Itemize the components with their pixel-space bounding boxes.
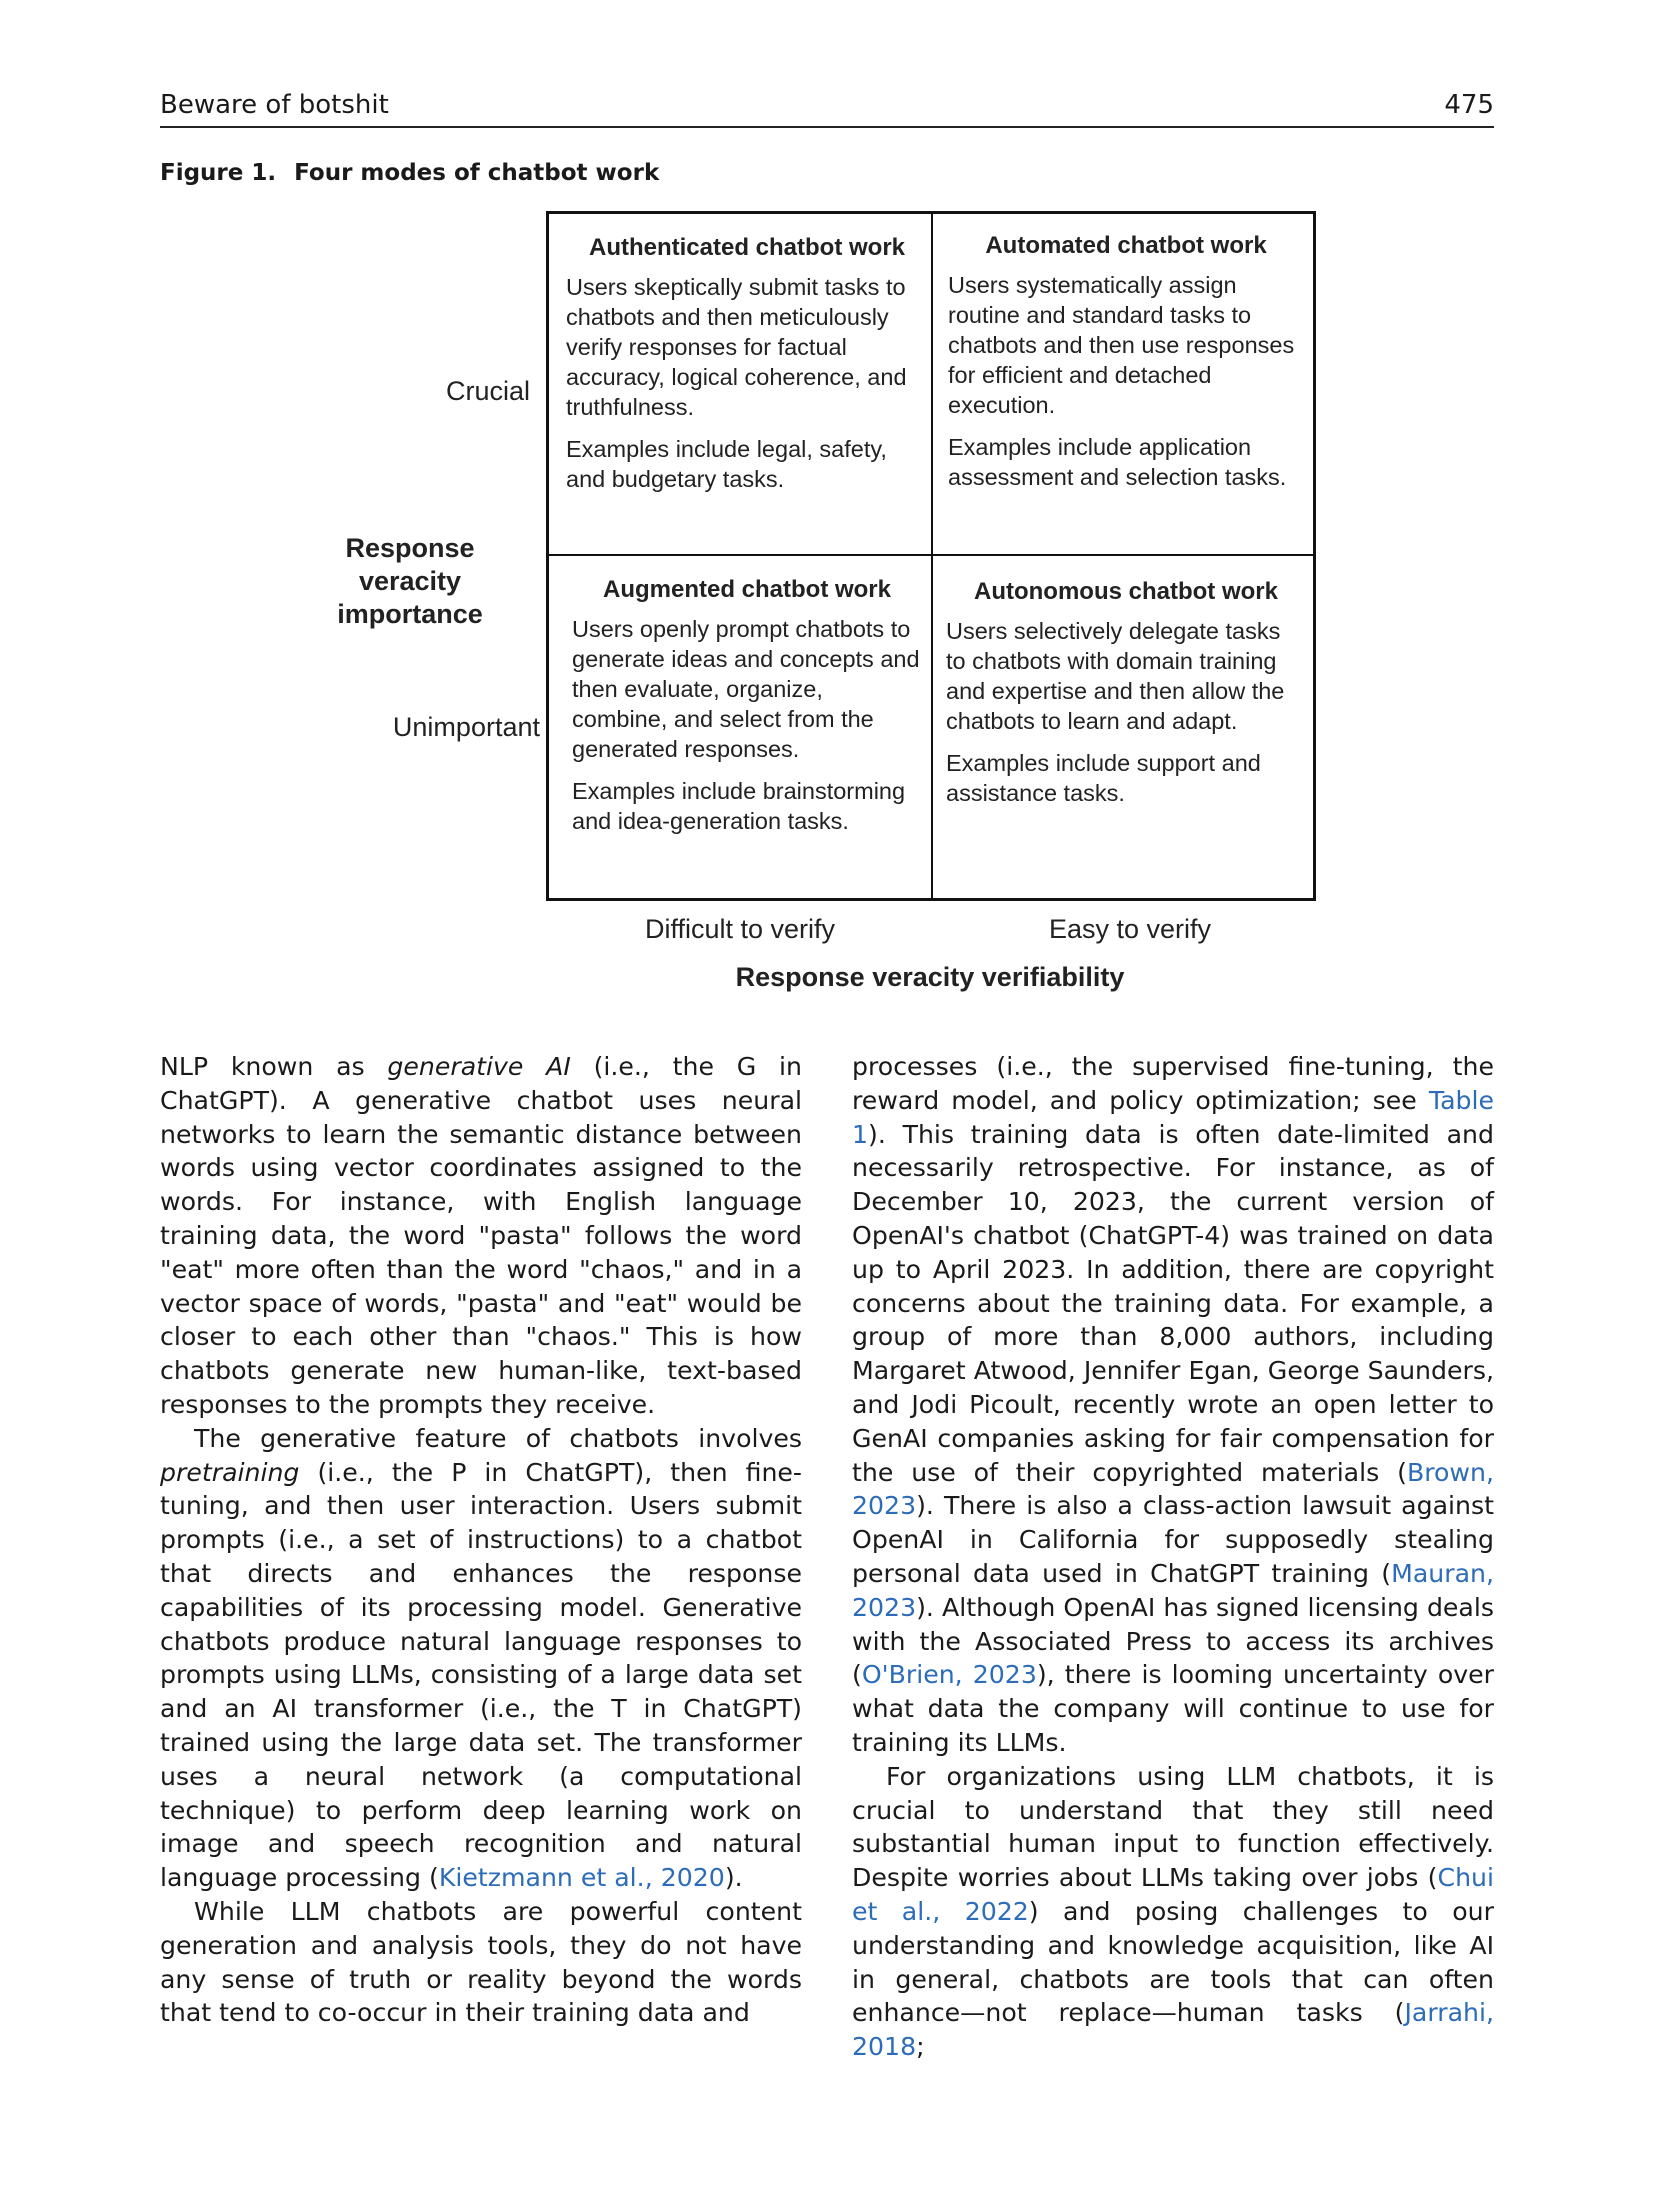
quadrant-title: Autonomous chatbot work [974,578,1278,605]
body-column-right [852,1050,1494,2064]
running-title: Beware of botshit [160,90,389,120]
quadrant-augmented [572,576,922,836]
figure-title: Four modes of chatbot work [294,160,660,186]
text-run: ) and posing challenges to our understanding and knowledge acquisition, like AI in general, chatbots are tools that can often enhance—not replace—human tasks ( [852,1896,1494,2028]
citation-link[interactable]: Brown, 2023 [852,1457,1494,1521]
body-column-left [160,1050,802,2030]
quadrant-description: Users openly prompt chatbots to generate ideas and concepts and then evaluate, organize, combine, and select from the generated responses. [572,616,920,762]
quadrant-description: Users selectively delegate tasks to chatbots with domain training and expertise and then allow the chatbots to learn and adapt. [946,618,1285,734]
italic-term: pretraining [160,1457,300,1487]
quadrant-examples: Examples include support and assistance tasks. [946,750,1261,806]
text-run: NLP known as [160,1052,388,1081]
paragraph: While LLM chatbots are powerful content generation and analysis tools, they do not have any sense of truth or reality beyond the words that tend to co-occur in their training data and [160,1896,802,2028]
quadrant-title: Augmented chatbot work [602,576,891,603]
citation-link[interactable]: Jarrahi, 2018 [852,1998,1494,2062]
x-axis-low-label: Difficult to verify [644,914,836,944]
quadrant-autonomous [946,578,1306,808]
text-run: ), there is looming uncertainty over what data the company will continue to use for training its LLMs. [852,1660,1494,1757]
text-run: processes (i.e., the supervised fine-tuning, the reward model, and policy optimization; see [852,1052,1494,1115]
quadrant-automated [948,232,1304,492]
matrix-horizontal-divider [546,554,1316,556]
x-axis-high-label: Easy to verify [1048,914,1212,944]
y-axis-low-label: Unimportant [392,712,540,742]
quadrant-description: Users systematically assign routine and standard tasks to chatbots and then use responses for efficient and detached execution. [948,272,1295,418]
quadrant-examples: Examples include application assessment and selection tasks. [948,434,1287,490]
quadrant-authenticated [566,234,928,494]
quadrant-description: Users skeptically submit tasks to chatbots and then meticulously verify responses for factual accuracy, logical coherence, and truthfulness. [566,274,907,420]
italic-term: generative AI [387,1052,571,1081]
text-run: For organizations using LLM chatbots, it is crucial to understand that they still need substantial human input to function effectively. Despite worries about LLMs taking over jobs ( [852,1761,1494,1893]
page-number: 475 [1444,90,1494,120]
text-run: (i.e., the P in ChatGPT), then fine-tuning, and then user interaction. Users submit prompts (i.e., a set of instructions) to a chatbot that directs and enhances the response capabilities of its processing model. Generative chatbots produce natural language responses to prompts using LLMs, consisting of a large data set and an AI transformer (i.e., the T in ChatGPT) trained using the large data set. The transformer uses a neural network (a computational technique) to perform deep learning work on image and speech recognition and natural language processing ( [160,1457,802,1893]
x-axis-title: Response veracity verifiability [735,962,1125,992]
text-run: (i.e., the G in ChatGPT). A generative chatbot uses neural networks to learn the semantic distance between words using vector coordinates assigned to the words. For instance, with English language training data, the word "pasta" follows the word "eat" more often than the word "chaos," and in a vector space of words, "pasta" and "eat" would be closer to each other than "chaos." This is how chatbots generate new human-like, text-based responses to the prompts they receive. [160,1052,802,1419]
matrix-vertical-divider [931,211,933,901]
citation-link[interactable]: Table 1 [852,1085,1494,1149]
text-run: The generative feature of chatbots involves [194,1423,802,1453]
citation-link[interactable]: Chui et al., 2022 [852,1863,1494,1926]
text-run: ; [916,2032,925,2062]
paragraph [160,1422,802,1895]
y-axis-title: Response veracity importance [337,533,483,629]
figure-matrix [0,0,1654,1000]
quadrant-examples: Examples include brainstorming and idea-generation tasks. [572,778,906,834]
paragraph [852,1050,1494,1760]
paragraph [852,1760,1494,2064]
citation-link[interactable]: O'Brien, 2023 [861,1660,1037,1690]
text-run: ). This training data is often date-limited and necessarily retrospective. For instance, as of December 10, 2023, the current version of OpenAI's chatbot (ChatGPT-4) was trained on data up to April 2023. In addition, there are copyright concerns about the training data. For example, a group of more than 8,000 authors, including Margaret Atwood, Jennifer Egan, George Saunders, and Jodi Picoult, recently wrote an open letter to GenAI companies asking for fair compensation for the use of their copyrighted materials ( [852,1119,1494,1487]
figure-number: Figure 1. [160,160,277,186]
text-run: ). There is also a class-action lawsuit against OpenAI in California for supposedly stealing personal data used in ChatGPT training ( [852,1491,1494,1588]
quadrant-examples: Examples include legal, safety, and budgetary tasks. [566,436,887,492]
y-axis-high-label: Crucial [445,376,530,406]
text-run: ). [724,1863,743,1893]
quadrant-title: Authenticated chatbot work [588,234,906,261]
citation-link[interactable]: Kietzmann et al., 2020 [438,1863,725,1893]
text-run: ). Although OpenAI has signed licensing deals with the Associated Press to access its archives ( [852,1592,1494,1690]
quadrant-title: Automated chatbot work [985,232,1267,259]
citation-link[interactable]: Mauran, 2023 [852,1558,1494,1622]
paragraph [160,1050,802,1422]
